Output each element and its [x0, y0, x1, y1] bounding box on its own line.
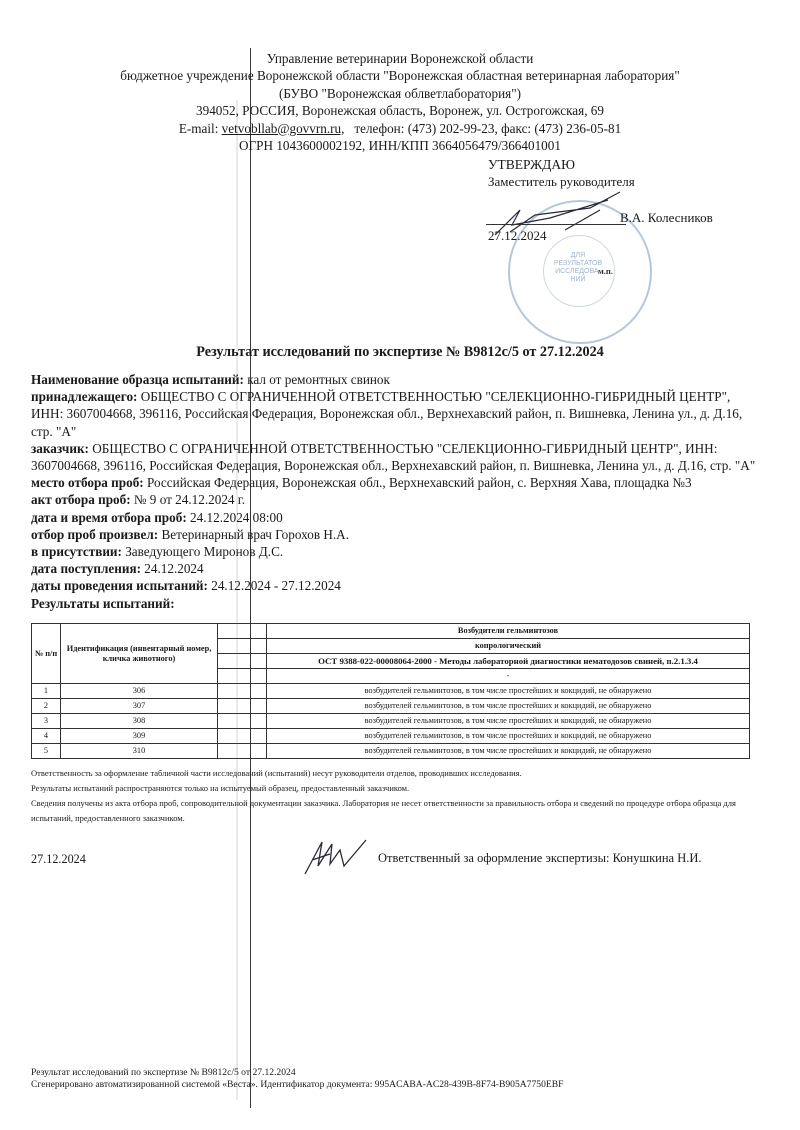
- field-value: Заведующего Миронов Д.С.: [121, 544, 284, 560]
- header-address: 394052, РОССИЯ, Воронежская область, Воронеж, ул. Острогожская, 69: [196, 103, 604, 119]
- spacer-cell: [218, 654, 267, 669]
- field-value: Российская Федерация, Воронежская обл., Верхнехавский район, с. Верхняя Хава, площадка №3: [143, 475, 692, 491]
- field-value: ОБЩЕСТВО С ОГРАНИЧЕННОЙ ОТВЕТСТВЕННОСТЬЮ "СЕЛЕКЦИОННО-ГИБРИДНЫЙ ЦЕНТР", ИНН: 3607004668, 396116, Российская Федерация, Воронежская обл., Верхнехавский район, п. Вишневка, Ленина ул., д. Д.16, стр. "А": [31, 389, 743, 439]
- field-label: отбор проб произвел:: [31, 526, 159, 542]
- row-result: возбудителей гельминтозов, в том числе простейших и кокцидий, не обнаружено: [267, 744, 750, 759]
- field-value: кал от ремонтных свинок: [243, 372, 390, 387]
- spacer-cell: [218, 669, 267, 684]
- field-label: дата поступления:: [31, 561, 141, 577]
- col-number-header: № п/п: [32, 624, 61, 684]
- approval-block: [488, 156, 635, 190]
- field-owner: [31, 388, 761, 440]
- field-value: 24.12.2024 - 27.12.2024: [207, 578, 341, 594]
- stamp-text: ДЛЯ РЕЗУЛЬТАТОВ ИССЛЕДОВА-НИЙ: [553, 252, 603, 283]
- method-header: ОСТ 9388-022-00008064-2000 - Методы лабораторной диагностики нематодозов свиней, п.2.1.3.4: [267, 654, 750, 669]
- table-row: [32, 714, 750, 729]
- field-value: 24.12.2024: [140, 561, 204, 577]
- header-institution: бюджетное учреждение Воронежской области "Воронежская областная ветеринарная лаборатория": [120, 68, 680, 84]
- row-result: возбудителей гельминтозов, в том числе простейших и кокцидий, не обнаружено: [267, 699, 750, 714]
- field-in-presence: [31, 543, 761, 560]
- spacer-cell: [218, 684, 267, 699]
- document-title: Результат исследований по экспертизе № В9812с/5 от 27.12.2024: [196, 344, 604, 360]
- row-number: 4: [32, 729, 61, 744]
- row-number: 2: [32, 699, 61, 714]
- field-value: № 9 от 24.12.2024 г.: [130, 492, 246, 508]
- email-link[interactable]: vetvobllab@govvrn.ru,: [221, 120, 345, 136]
- signature-icon: [300, 836, 370, 876]
- header-short-name: (БУВО "Воронежская облветлаборатория"): [279, 85, 521, 101]
- field-label: в присутствии:: [31, 544, 122, 560]
- table-row: [32, 729, 750, 744]
- signature-line: [486, 224, 626, 225]
- units-header: -: [267, 669, 750, 684]
- letterhead: [60, 50, 740, 154]
- group-header: Возбудители гельминтозов: [267, 624, 750, 639]
- table-row: [32, 744, 750, 759]
- note-scope: Результаты испытаний распространяются только на испытуемый образец, предоставленный заказчиком.: [31, 783, 410, 793]
- table-header-row: [32, 624, 750, 639]
- phone-fax: телефон: (473) 202-99-23, факс: (473) 236-05-81: [354, 120, 622, 136]
- spacer-cell: [218, 699, 267, 714]
- field-customer: [31, 440, 761, 474]
- field-label: место отбора проб:: [31, 475, 144, 491]
- approval-date: 27.12.2024: [488, 228, 547, 243]
- col-id-header: Идентификация (инвентарный номер, кличка животного): [61, 624, 218, 684]
- footer-doc-reference: Результат исследований по экспертизе № В9812с/5 от 27.12.2024: [31, 1067, 296, 1078]
- row-number: 1: [32, 684, 61, 699]
- field-sampled-by: [31, 526, 761, 543]
- email-label: E-mail:: [178, 120, 219, 136]
- table-row: [32, 684, 750, 699]
- header-contacts: [60, 120, 740, 137]
- approval-title: УТВЕРЖДАЮ: [488, 157, 576, 172]
- spacer-cell: [218, 639, 267, 654]
- header-department: Управление ветеринарии Воронежской области: [266, 51, 534, 66]
- responsible-person: Ответственный за оформление экспертизы: Конушкина Н.И.: [378, 851, 702, 865]
- field-sample-name: [31, 371, 761, 388]
- method-type-header: копрологический: [267, 639, 750, 654]
- field-value: ОБЩЕСТВО С ОГРАНИЧЕННОЙ ОТВЕТСТВЕННОСТЬЮ "СЕЛЕКЦИОННО-ГИБРИДНЫЙ ЦЕНТР", ИНН: 3607004668, 396116, Российская Федерация, Воронежская обл., Верхнехавский район, п. Вишневка, Ленина ул., д. Д.16, стр. "А": [31, 440, 756, 474]
- row-id: 309: [61, 729, 218, 744]
- spacer-cell: [218, 624, 267, 639]
- field-value: 24.12.2024 08:00: [186, 509, 283, 525]
- stamp-mp-label: м.п.: [598, 266, 613, 276]
- footer-generated-id: Сгенерировано автоматизированной системой «Веста». Идентификатор документа: 995ACABA-AC28-439B-8F74-B905A7750EBF: [31, 1079, 564, 1090]
- field-label: даты проведения испытаний:: [31, 578, 208, 594]
- approval-position: Заместитель руководителя: [488, 174, 635, 189]
- row-id: 307: [61, 699, 218, 714]
- field-sampling-place: [31, 474, 761, 491]
- row-number: 5: [32, 744, 61, 759]
- sample-info: [31, 371, 761, 612]
- disclaimer-notes: [31, 766, 771, 826]
- row-result: возбудителей гельминтозов, в том числе простейших и кокцидий, не обнаружено: [267, 714, 750, 729]
- field-label: дата и время отбора проб:: [31, 509, 187, 525]
- field-sampling-act: [31, 491, 761, 508]
- spacer-cell: [218, 744, 267, 759]
- results-heading: [31, 595, 761, 612]
- note-sampling: Сведения получены из акта отбора проб, сопроводительной документации заказчика. Лаборатория не несет ответственности за правильность отбора и сведений по процедуре отбора образца для испытаний, предоставленного заказчиком.: [31, 798, 736, 823]
- issue-date: 27.12.2024: [31, 852, 86, 866]
- field-test-dates: [31, 577, 761, 594]
- table-row: [32, 699, 750, 714]
- spacer-cell: [218, 729, 267, 744]
- page-footer: [31, 1067, 563, 1091]
- results-table: [31, 623, 750, 759]
- field-label: принадлежащего:: [31, 389, 138, 405]
- row-id: 308: [61, 714, 218, 729]
- field-value: Ветеринарный врач Горохов Н.А.: [158, 526, 349, 542]
- row-id: 306: [61, 684, 218, 699]
- field-label: Наименование образца испытаний:: [31, 372, 244, 387]
- spacer-cell: [218, 714, 267, 729]
- row-id: 310: [61, 744, 218, 759]
- note-responsibility: Ответственность за оформление табличной части исследований (испытаний) несут руководители отделов, проводивших исследования.: [31, 768, 522, 778]
- field-sampling-datetime: [31, 509, 761, 526]
- row-number: 3: [32, 714, 61, 729]
- row-result: возбудителей гельминтозов, в том числе простейших и кокцидий, не обнаружено: [267, 684, 750, 699]
- field-label: заказчик:: [31, 440, 89, 456]
- row-result: возбудителей гельминтозов, в том числе простейших и кокцидий, не обнаружено: [267, 729, 750, 744]
- field-label: акт отбора проб:: [31, 492, 131, 508]
- field-received-date: [31, 560, 761, 577]
- header-registration: ОГРН 1043600002192, ИНН/КПП 3664056479/366401001: [239, 138, 561, 154]
- approver-name: В.А. Колесников: [620, 210, 713, 225]
- field-label: Результаты испытаний:: [31, 595, 175, 611]
